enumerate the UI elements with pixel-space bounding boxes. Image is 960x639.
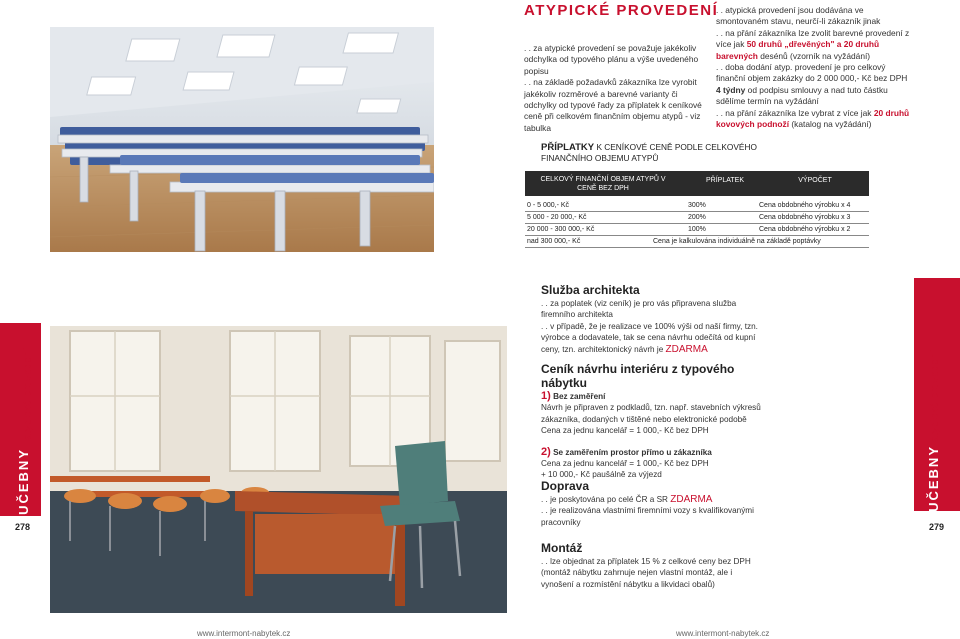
option-2-heading	[541, 447, 763, 458]
option-2-line-2: + 10 000,- Kč paušálně za výjezd	[541, 470, 662, 480]
note-assembled: . . atypická provedení jsou dodávána ve smontovaném stavu, neurčí-li zákazník jinak	[716, 5, 881, 27]
page-title: ATYPICKÉ PROVEDENÍ	[524, 2, 719, 19]
architect-service-line-1: . . za poplatek (viz ceník) je pro vás připravena služba firemního architekta	[541, 299, 737, 320]
option-2-number: 2)	[541, 445, 551, 458]
cell-calc: Cena obdobného výrobku x 3	[759, 214, 851, 221]
column-header-volume: CELKOVÝ FINANČNÍ OBJEM ATYPŮ V CENĚ BEZ DPH	[540, 176, 666, 192]
note-delivery-weeks-bold: 4 týdny	[716, 84, 746, 95]
assembly-section	[541, 541, 763, 590]
cell-percent: 100%	[688, 226, 706, 233]
cell-percent: 300%	[688, 202, 706, 209]
architect-service-free-label: ZDARMA	[665, 343, 708, 355]
option-1-line-1: Návrh je připraven z podkladů, tzn. např. stavebních výkresů zákazníka, dodaných v tištěné nebo elektronické podobě	[541, 403, 761, 424]
option-2-line-1: Cena za jednu kancelář = 1 000,- Kč bez DPH	[541, 459, 709, 469]
architect-service-line-2-text: . . v případě, že je realizace ve 100% výši od naší firmy, tzn. výrobce a dodavatele, tak se cena návrhu odečítá od kupní ceny, tzn. architektonický návrh je	[541, 321, 758, 354]
note-legs	[716, 108, 912, 131]
note-colors	[716, 28, 912, 62]
transport-title: Doprava	[541, 479, 590, 493]
footer-url-right: www.intermont-nabytek.cz	[676, 629, 770, 638]
assembly-title: Montáž	[541, 541, 583, 555]
architect-service-section	[541, 283, 763, 355]
side-label-right-small: atypické provedení	[929, 350, 941, 443]
page-number-right: 279	[929, 522, 945, 532]
option-1-title: Bez zaměření	[553, 392, 606, 401]
cell-range: 5 000 - 20 000,- Kč	[527, 214, 587, 221]
transport-line-2: . . je realizována vlastními firemními vozy s kvalifikovanými pracovníky	[541, 506, 754, 527]
table-row	[525, 224, 869, 236]
table-row	[525, 236, 869, 248]
notes-column	[716, 5, 912, 130]
footer-url-left: www.intermont-nabytek.cz	[197, 629, 291, 638]
transport-line-1	[541, 494, 763, 505]
transport-line-1-text: . . je poskytována po celé ČR a SR	[541, 495, 671, 504]
cell-range: 0 - 5 000,- Kč	[527, 202, 570, 209]
cell-range: 20 000 - 300 000,- Kč	[527, 226, 595, 233]
surcharge-heading	[541, 142, 771, 164]
architect-service-line-2	[541, 321, 763, 355]
cell-range: nad 300 000,- Kč	[527, 238, 581, 245]
note-delivery: . . doba dodání atyp. provedení je pro celkový finanční objem zakázky do 2 000 000,- Kč bez DPH	[716, 62, 908, 84]
architect-service-title: Služba architekta	[541, 283, 640, 297]
intro-paragraph-1: . . za atypické provedení se považuje jakékoliv odchylka od typového plánu a výše uvedeného popisu	[524, 43, 699, 76]
column-header-surcharge: PŘÍPLATEK	[706, 177, 744, 184]
design-pricelist-section	[541, 362, 763, 481]
classroom-illustration-2	[50, 326, 507, 613]
note-legs-text-end: (katalog na vyžádání)	[789, 119, 872, 130]
classroom-photo-blue-chairs	[50, 27, 434, 252]
column-header-calculation: VÝPOČET	[798, 177, 832, 184]
option-2-title: Se zaměřením prostor přímo u zákazníka	[553, 447, 712, 457]
surcharge-heading-bold: PŘÍPLATKY	[541, 142, 595, 153]
note-colors-highlight: 50 druhů „dřevěných" a 20 druhů barevných	[716, 39, 880, 61]
page-number-left: 278	[15, 522, 31, 532]
note-legs-highlight: 20 druhů kovových podnoží	[716, 107, 910, 130]
table-row	[525, 212, 869, 224]
option-1-line-2: Cena za jednu kancelář = 1 000,- Kč bez DPH	[541, 426, 709, 436]
option-1-number: 1)	[541, 390, 551, 402]
note-delivery-weeks	[716, 85, 912, 108]
note-colors-text-end: desénů (vzorník na vyžádání)	[757, 50, 871, 61]
note-colors-text: . . na přání zákazníka lze zvolit barevné provedení z více jak	[716, 27, 910, 50]
assembly-line-1: . . lze objednat za příplatek 15 % z celkové ceny bez DPH (montáž nábytku zahrnuje nejen vlastní montáž, ale i vynošení a rozmístění nábytku a likvidaci obalů)	[541, 557, 751, 589]
table-row	[525, 200, 869, 212]
surcharge-table-header	[525, 171, 869, 196]
transport-free-label: ZDARMA	[670, 494, 713, 505]
side-label-right-big: UČEBNY	[926, 445, 941, 512]
option-1-heading	[541, 391, 763, 402]
side-label-left-big: UČEBNY	[16, 448, 31, 515]
cell-percent: 200%	[688, 214, 706, 221]
note-legs-text: . . na přání zákazníka lze vybrat z více jak	[716, 107, 874, 118]
transport-section	[541, 479, 763, 528]
intro-paragraph-2: . . na základě požadavků zákazníka lze vyrobit jakékoliv rozměrové a barevné varianty či odchylky od typové řady za příplatek k ceníkové ceně při celkovém finančním objemu atypů - viz tabulka	[524, 77, 702, 133]
note-delivery-weeks-text: od podpisu smlouvy a nad tuto částku sdělíme termín na vyžádání	[716, 84, 888, 107]
classroom-photo-orange-chairs	[50, 326, 507, 613]
classroom-illustration	[50, 27, 434, 252]
surcharge-heading-rest: K CENÍKOVÉ CENĚ PODLE CELKOVÉHO FINANČNÍHO OBJEMU ATYPŮ	[541, 142, 757, 163]
intro-text	[524, 43, 712, 134]
cell-calc: Cena obdobného výrobku x 2	[759, 226, 851, 233]
design-pricelist-title: Ceník návrhu interiéru z typového nábytku	[541, 362, 735, 390]
cell-calc: Cena je kalkulována individuálně na základě poptávky	[653, 238, 821, 245]
side-label-left-small: atypické provedení	[22, 348, 34, 441]
cell-calc: Cena obdobného výrobku x 4	[759, 202, 851, 209]
